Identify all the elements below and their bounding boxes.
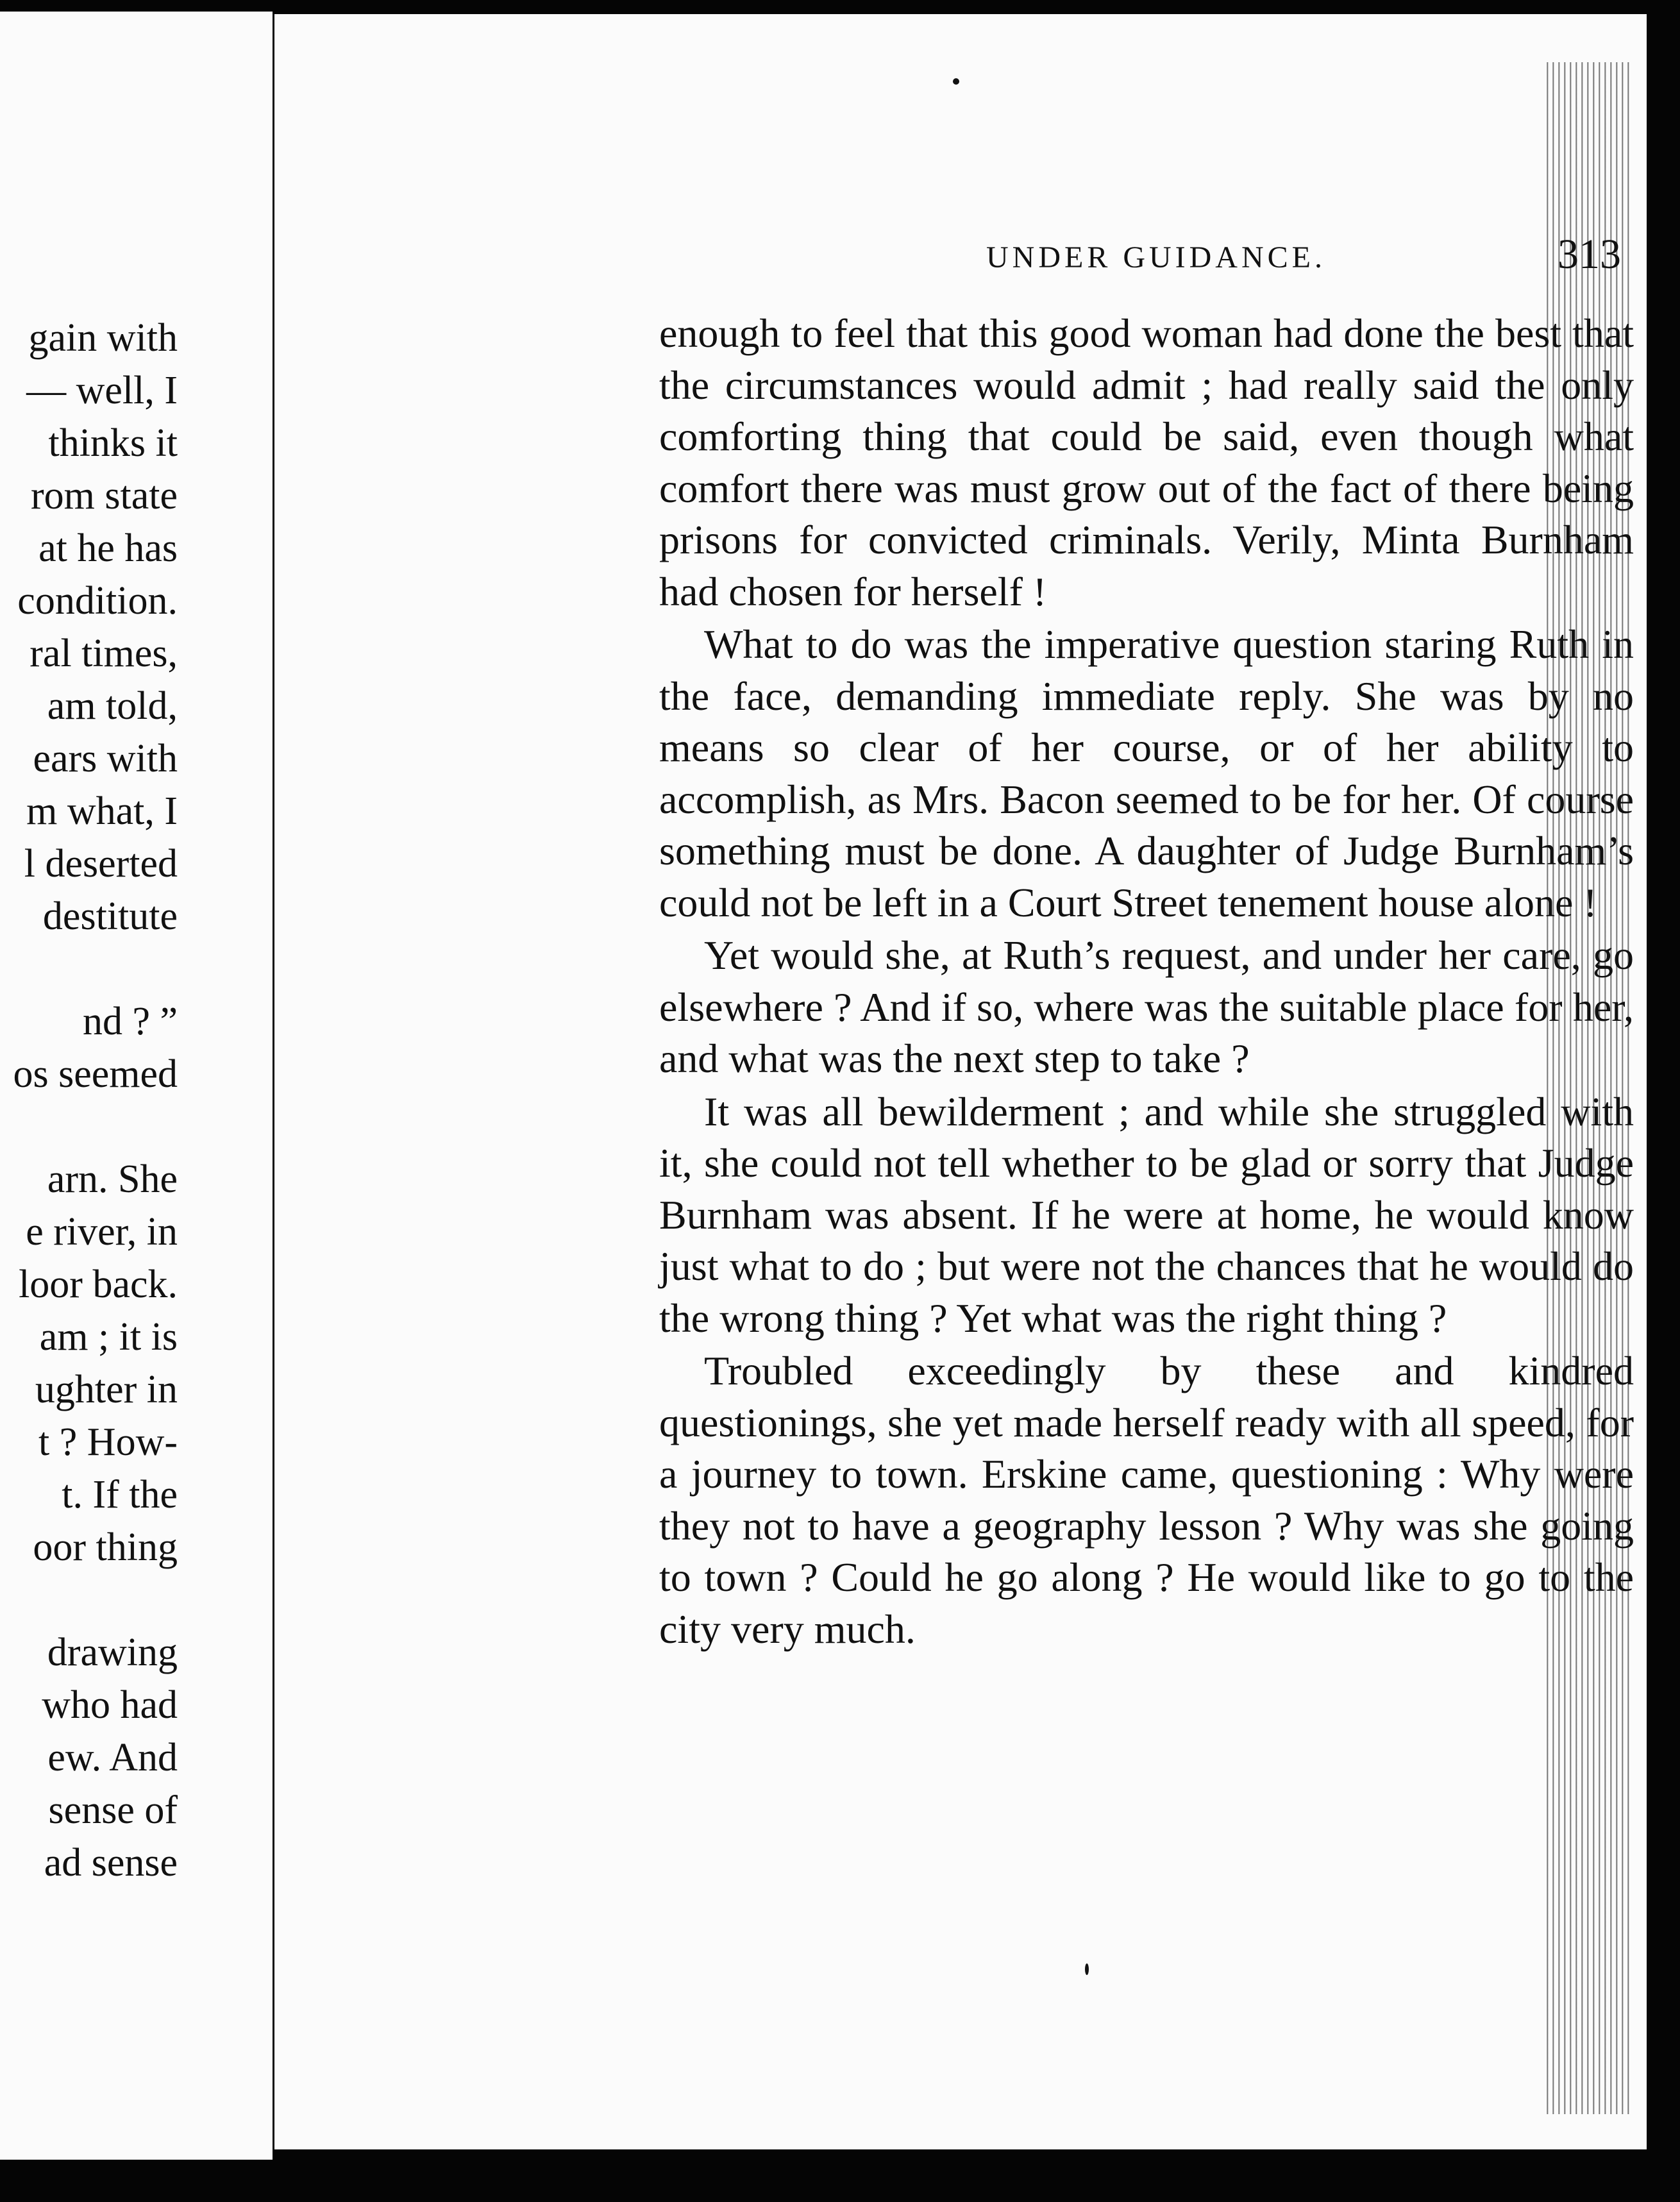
facing-page-line: gain with (28, 316, 178, 360)
facing-page-line: loor back. (19, 1263, 178, 1306)
facing-page-line: destitute (42, 895, 178, 938)
facing-page-line: oor thing (33, 1525, 178, 1569)
page-header (710, 226, 1621, 303)
facing-page-line: am told, (47, 684, 178, 728)
facing-page-line: nd ? ” (82, 1000, 178, 1043)
paragraph: Yet would she, at Ruth’s request, and under her care, go elsewhere ? And if so, where was the suitable place for her, and what was the next step to take ? (659, 932, 1634, 1081)
facing-page-line: rom state (31, 474, 178, 517)
facing-page-line: l deserted (24, 842, 178, 886)
paragraph: Troubled exceedingly by these and kindred questionings, she yet made herself ready with all speed, for a journey to town. Erskine came, questioning : Why were they not to have a geography lesson ? Why was she going to town ? Could he go along ? He would like to go to the city very much. (659, 1348, 1634, 1652)
body-text (659, 308, 1634, 1655)
running-head: UNDER GUIDANCE. (986, 240, 1326, 274)
facing-page-line: drawing (47, 1631, 178, 1674)
paragraph: It was all bewilderment ; and while she struggled with it, she could not tell whether to be glad or sorry that Judge Burnham was absent. If he were at home, he would know just what to do ; but were not the chances that he would do the wrong thing ? Yet what was the right thing ? (659, 1088, 1634, 1341)
ink-speck (1085, 1963, 1089, 1975)
facing-page-line: t ? How- (38, 1420, 178, 1464)
facing-page-line: ears with (33, 737, 178, 780)
facing-page-line: t. If the (62, 1473, 178, 1517)
facing-page-line: condition. (17, 579, 178, 623)
facing-page-line: at he has (38, 526, 178, 570)
facing-page-line: sense of (48, 1788, 178, 1832)
facing-page-line: ad sense (44, 1841, 178, 1885)
page-number: 313 (1558, 231, 1621, 278)
facing-page-line: ughter in (35, 1368, 178, 1411)
facing-page-line: — well, I (26, 369, 178, 412)
book-page (274, 14, 1647, 2149)
facing-page-line: ral times, (29, 632, 178, 675)
paragraph: What to do was the imperative question staring Ruth in the face, demanding immediate reply. She was by no means so clear of her course, or of her ability to accomplish, as Mrs. Bacon seemed to be for her. Of course something must be done. A daughter of Judge Burnham’s could not be left in a Court Street tenement house alone ! (659, 621, 1634, 925)
facing-page-line: am ; it is (39, 1315, 178, 1359)
facing-page-line: who had (42, 1683, 178, 1727)
facing-page-fragment (0, 12, 273, 2160)
paragraph: enough to feel that this good woman had done the best that the circumstances would admit ; had really said the only comforting thing that could be said, even though what comfort there was must grow out of the fact of there being prisons for convicted criminals. Verily, Minta Burnham had chosen for herself ! (659, 310, 1634, 614)
ink-speck (953, 78, 959, 85)
facing-page-line: m what, I (26, 789, 178, 833)
facing-page-line: os seemed (13, 1052, 178, 1096)
facing-page-line: arn. She (47, 1157, 178, 1201)
facing-page-line: e river, in (26, 1210, 178, 1254)
facing-page-line: ew. And (47, 1736, 178, 1779)
facing-page-line: thinks it (48, 421, 178, 465)
